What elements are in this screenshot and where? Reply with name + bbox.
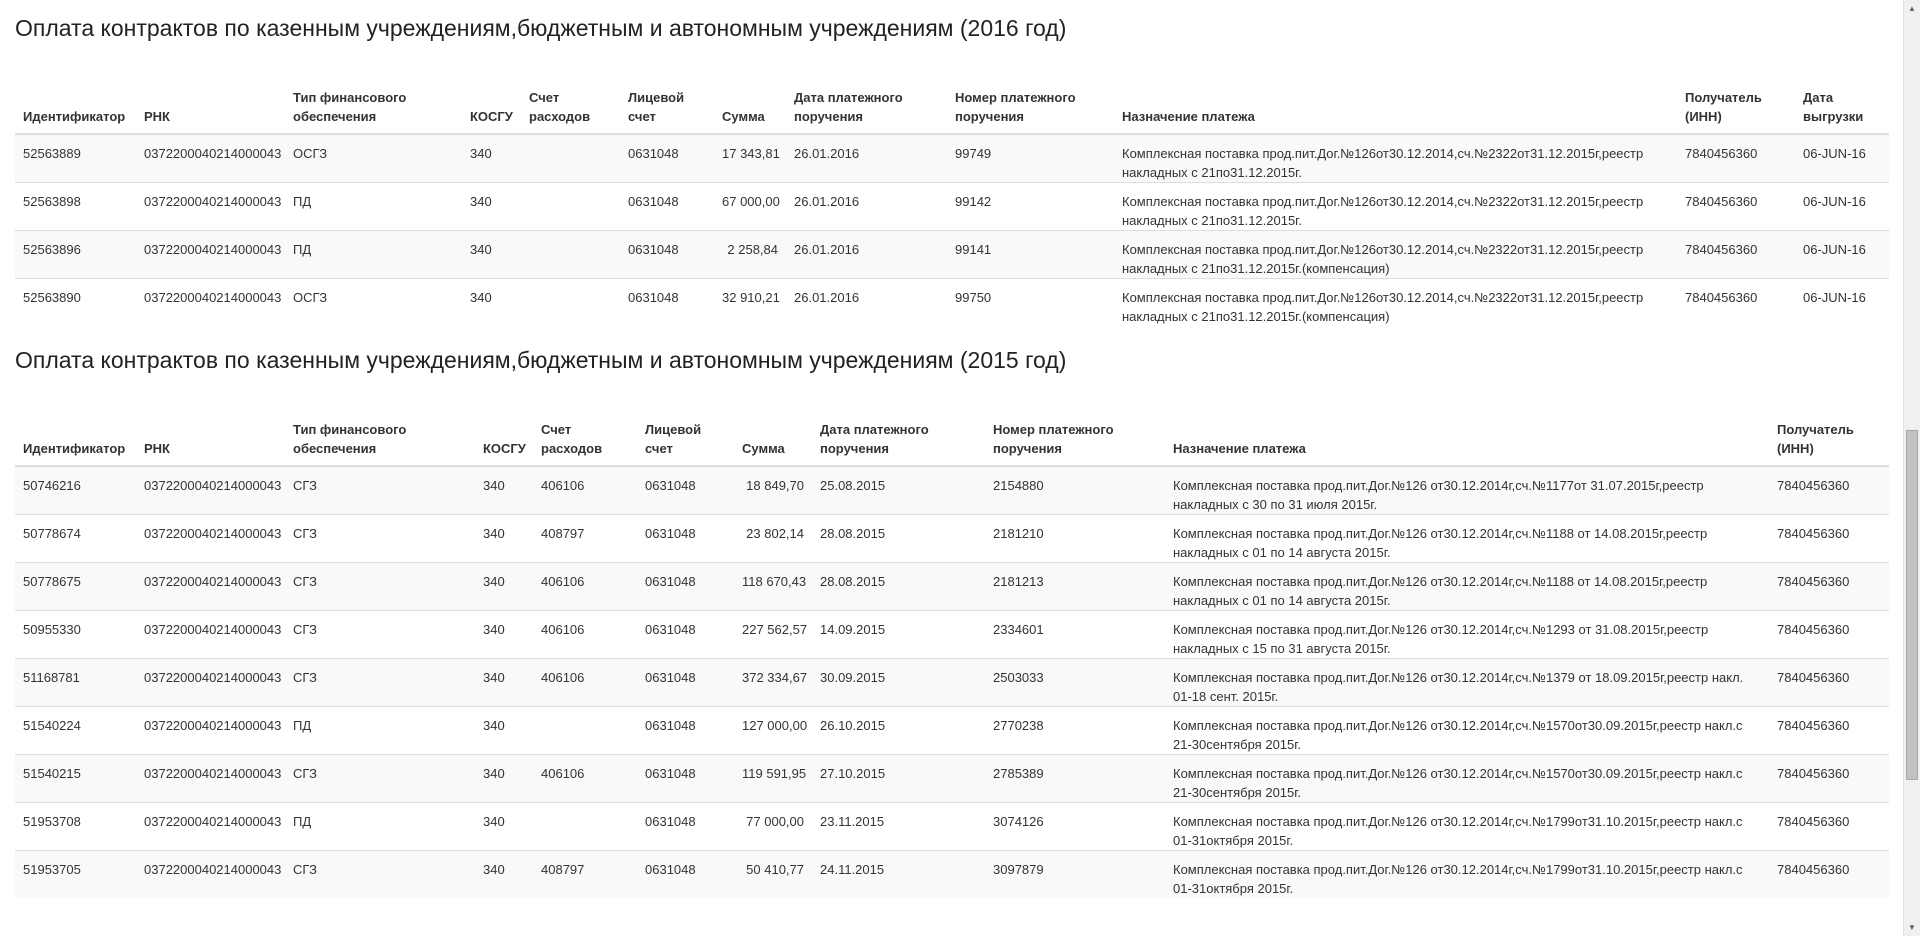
table-cell: 340 (475, 851, 533, 899)
table-cell: Комплексная поставка прод.пит.Дог.№126 от30.12.2014г,сч.№1293 от 31.08.2015г,реестр накладных с 15 по 31 августа 2015г. (1165, 611, 1769, 659)
table-cell: 2503033 (985, 659, 1165, 707)
table-cell: 340 (475, 755, 533, 803)
column-header: РНК (136, 58, 285, 134)
table-cell: Комплексная поставка прод.пит.Дог.№126 от30.12.2014г,сч.№1177от 31.07.2015г,реестр накладных с 30 по 31 июля 2015г. (1165, 466, 1769, 515)
column-header: Тип финансового обеспечения (285, 58, 462, 134)
table-cell: 0631048 (637, 755, 734, 803)
table-cell: 25.08.2015 (812, 466, 985, 515)
table-cell: 340 (475, 659, 533, 707)
column-header: Счет расходов (521, 58, 620, 134)
table-cell: 7840456360 (1769, 515, 1889, 563)
table-cell: СГЗ (285, 851, 475, 899)
table-cell: ПД (285, 707, 475, 755)
column-header: Номер платежного поручения (985, 390, 1165, 466)
table-cell: 0372200040214000043 (136, 279, 285, 327)
table-cell: 340 (475, 563, 533, 611)
column-header: Идентификатор (15, 390, 136, 466)
table-cell: 51953708 (15, 803, 136, 851)
column-header: Получатель (ИНН) (1677, 58, 1795, 134)
table-cell: ОСГЗ (285, 279, 462, 327)
table-cell: 28.08.2015 (812, 563, 985, 611)
table-row (15, 707, 1889, 755)
table-cell: 52563889 (15, 134, 136, 183)
table-cell: 99749 (947, 134, 1114, 183)
table-cell: 340 (475, 707, 533, 755)
table-cell: 26.01.2016 (786, 279, 947, 327)
table-cell: 0372200040214000043 (136, 563, 285, 611)
table-cell: СГЗ (285, 659, 475, 707)
table-cell: Комплексная поставка прод.пит.Дог.№126 от30.12.2014г,сч.№1799от31.10.2015г,реестр накл.с 01-31октября 2015г. (1165, 851, 1769, 899)
table-cell: 7840456360 (1769, 707, 1889, 755)
table-row (15, 231, 1889, 279)
table-cell: 2181210 (985, 515, 1165, 563)
table-row (15, 659, 1889, 707)
table-row (15, 183, 1889, 231)
column-header: Идентификатор (15, 58, 136, 134)
table-cell: ПД (285, 183, 462, 231)
table-cell: 67 000,00 (714, 183, 786, 231)
table-cell: 52563890 (15, 279, 136, 327)
column-header: КОСГУ (462, 58, 521, 134)
table-cell: 06-JUN-16 (1795, 231, 1889, 279)
table-cell: 0372200040214000043 (136, 803, 285, 851)
table-cell: 7840456360 (1769, 659, 1889, 707)
table-cell: 0372200040214000043 (136, 707, 285, 755)
table-cell: 2770238 (985, 707, 1165, 755)
table-row (15, 563, 1889, 611)
table-cell: 7840456360 (1677, 279, 1795, 327)
table-cell: 2181213 (985, 563, 1165, 611)
payments-table-2015 (15, 390, 1889, 898)
table-cell: 06-JUN-16 (1795, 134, 1889, 183)
table-cell: Комплексная поставка прод.пит.Дог.№126 от30.12.2014г,сч.№1188 от 14.08.2015г,реестр накладных с 01 по 14 августа 2015г. (1165, 563, 1769, 611)
table-cell: 50778674 (15, 515, 136, 563)
table-row (15, 755, 1889, 803)
column-header: Тип финансового обеспечения (285, 390, 475, 466)
table-cell: ПД (285, 803, 475, 851)
table-cell: 0372200040214000043 (136, 231, 285, 279)
section-title-2016: Оплата контрактов по казенным учреждениям,бюджетным и автономным учреждениям (2016 год) (15, 15, 1067, 41)
scroll-down-icon[interactable]: ▼ (1904, 919, 1920, 936)
table-cell: 99142 (947, 183, 1114, 231)
table-cell (533, 803, 637, 851)
table-cell: 52563898 (15, 183, 136, 231)
table-cell: 0631048 (637, 851, 734, 899)
table-row (15, 279, 1889, 327)
table-cell: 406106 (533, 611, 637, 659)
table-cell: 0372200040214000043 (136, 851, 285, 899)
table-cell: 340 (462, 183, 521, 231)
table-cell: 23 802,14 (734, 515, 812, 563)
table-cell: 2 258,84 (714, 231, 786, 279)
table-cell: 0631048 (620, 279, 714, 327)
table-cell: Комплексная поставка прод.пит.Дог.№126от30.12.2014,сч.№2322от31.12.2015г,реестр накладных с 21по31.12.2015г.(компенсация) (1114, 231, 1677, 279)
column-header: Назначение платежа (1165, 390, 1769, 466)
table-cell: 99141 (947, 231, 1114, 279)
table-cell: 406106 (533, 466, 637, 515)
table-cell: 24.11.2015 (812, 851, 985, 899)
table-cell: 0372200040214000043 (136, 659, 285, 707)
table-cell: 2154880 (985, 466, 1165, 515)
table-cell: 0372200040214000043 (136, 755, 285, 803)
table-cell: 0372200040214000043 (136, 134, 285, 183)
table-cell: 06-JUN-16 (1795, 279, 1889, 327)
table-cell: 7840456360 (1769, 851, 1889, 899)
table-cell: 27.10.2015 (812, 755, 985, 803)
table-cell: 26.10.2015 (812, 707, 985, 755)
table-cell: 3097879 (985, 851, 1165, 899)
table-cell: 23.11.2015 (812, 803, 985, 851)
table-cell: 7840456360 (1677, 183, 1795, 231)
table-cell: Комплексная поставка прод.пит.Дог.№126 от30.12.2014г,сч.№1188 от 14.08.2015г,реестр накладных с 01 по 14 августа 2015г. (1165, 515, 1769, 563)
table-cell: 28.08.2015 (812, 515, 985, 563)
table-cell: 51540224 (15, 707, 136, 755)
table-row (15, 515, 1889, 563)
table-cell: Комплексная поставка прод.пит.Дог.№126 от30.12.2014г,сч.№1799от31.10.2015г,реестр накл.с 01-31октября 2015г. (1165, 803, 1769, 851)
table-cell: 408797 (533, 515, 637, 563)
section-2016 (15, 0, 1889, 326)
table-cell: 0631048 (637, 563, 734, 611)
table-cell: 0631048 (620, 231, 714, 279)
table-cell: 406106 (533, 659, 637, 707)
table-cell (521, 183, 620, 231)
table-cell: 50 410,77 (734, 851, 812, 899)
table-cell: 51540215 (15, 755, 136, 803)
table-cell: 26.01.2016 (786, 134, 947, 183)
table-cell: СГЗ (285, 563, 475, 611)
table-cell: 0631048 (620, 134, 714, 183)
table-cell: СГЗ (285, 611, 475, 659)
table-cell: 340 (462, 279, 521, 327)
column-header: Сумма (714, 58, 786, 134)
table-cell: 7840456360 (1769, 563, 1889, 611)
table-cell: 50955330 (15, 611, 136, 659)
table-cell: Комплексная поставка прод.пит.Дог.№126от30.12.2014,сч.№2322от31.12.2015г,реестр накладных с 21по31.12.2015г.(компенсация) (1114, 279, 1677, 327)
table-cell: 0372200040214000043 (136, 611, 285, 659)
column-header: Лицевой счет (620, 58, 714, 134)
table-cell: 127 000,00 (734, 707, 812, 755)
table-cell: 14.09.2015 (812, 611, 985, 659)
table-row (15, 851, 1889, 899)
table-cell: 18 849,70 (734, 466, 812, 515)
table-cell: 7840456360 (1769, 611, 1889, 659)
column-header: РНК (136, 390, 285, 466)
table-cell: 0631048 (637, 803, 734, 851)
table-row (15, 611, 1889, 659)
table-row (15, 134, 1889, 183)
scrollbar-thumb[interactable] (1906, 430, 1918, 780)
table-cell: Комплексная поставка прод.пит.Дог.№126 от30.12.2014г,сч.№1570от30.09.2015г,реестр накл.с 21-30сентября 2015г. (1165, 755, 1769, 803)
table-cell: 340 (475, 611, 533, 659)
table-cell: 0631048 (637, 659, 734, 707)
payments-table-2016 (15, 58, 1889, 326)
table-cell: 406106 (533, 755, 637, 803)
table-cell: 7840456360 (1769, 803, 1889, 851)
table-cell: 340 (475, 466, 533, 515)
table-cell: СГЗ (285, 466, 475, 515)
column-header: Получатель (ИНН) (1769, 390, 1889, 466)
column-header: Дата платежного поручения (812, 390, 985, 466)
column-header: Лицевой счет (637, 390, 734, 466)
table-cell: 340 (475, 515, 533, 563)
table-cell: 3074126 (985, 803, 1165, 851)
table-cell: 0372200040214000043 (136, 515, 285, 563)
table-cell: ОСГЗ (285, 134, 462, 183)
table-cell: 118 670,43 (734, 563, 812, 611)
table-row (15, 803, 1889, 851)
scroll-up-icon[interactable]: ▲ (1904, 0, 1920, 17)
table-cell: 7840456360 (1769, 466, 1889, 515)
table-cell: 0631048 (637, 707, 734, 755)
table-cell: 340 (462, 231, 521, 279)
table-cell: 51953705 (15, 851, 136, 899)
table-cell (521, 134, 620, 183)
table-cell (521, 231, 620, 279)
table-cell: 50778675 (15, 563, 136, 611)
table-cell: 406106 (533, 563, 637, 611)
table-cell (521, 279, 620, 327)
table-row (15, 466, 1889, 515)
table-cell: 17 343,81 (714, 134, 786, 183)
table-cell: 06-JUN-16 (1795, 183, 1889, 231)
table-cell: 77 000,00 (734, 803, 812, 851)
table-cell: 50746216 (15, 466, 136, 515)
table-cell: 7840456360 (1769, 755, 1889, 803)
table-cell: 0631048 (637, 466, 734, 515)
vertical-scrollbar[interactable] (1903, 0, 1920, 936)
table-cell: СГЗ (285, 755, 475, 803)
table-cell: 7840456360 (1677, 134, 1795, 183)
table-cell: 119 591,95 (734, 755, 812, 803)
column-header: Назначение платежа (1114, 58, 1677, 134)
table-cell (533, 707, 637, 755)
table-cell: 340 (462, 134, 521, 183)
table-cell: 0372200040214000043 (136, 466, 285, 515)
table-header-row (15, 390, 1889, 466)
column-header: Дата выгрузки (1795, 58, 1889, 134)
table-cell: 2334601 (985, 611, 1165, 659)
table-cell: 340 (475, 803, 533, 851)
table-cell: 227 562,57 (734, 611, 812, 659)
table-cell: Комплексная поставка прод.пит.Дог.№126от30.12.2014,сч.№2322от31.12.2015г,реестр накладных с 21по31.12.2015г. (1114, 183, 1677, 231)
table-cell: Комплексная поставка прод.пит.Дог.№126 от30.12.2014г,сч.№1379 от 18.09.2015г,реестр накл. 01-18 сент. 2015г. (1165, 659, 1769, 707)
table-cell: СГЗ (285, 515, 475, 563)
table-cell: 52563896 (15, 231, 136, 279)
table-cell: 0631048 (637, 515, 734, 563)
column-header: Дата платежного поручения (786, 58, 947, 134)
table-cell: 0631048 (637, 611, 734, 659)
page-content (15, 0, 1889, 898)
table-cell: 51168781 (15, 659, 136, 707)
column-header: Сумма (734, 390, 812, 466)
column-header: Счет расходов (533, 390, 637, 466)
column-header: Номер платежного поручения (947, 58, 1114, 134)
table-cell: ПД (285, 231, 462, 279)
table-cell: 0631048 (620, 183, 714, 231)
table-cell: 408797 (533, 851, 637, 899)
table-cell: Комплексная поставка прод.пит.Дог.№126 от30.12.2014г,сч.№1570от30.09.2015г,реестр накл.с 21-30сентября 2015г. (1165, 707, 1769, 755)
table-cell: 7840456360 (1677, 231, 1795, 279)
table-cell: Комплексная поставка прод.пит.Дог.№126от30.12.2014,сч.№2322от31.12.2015г,реестр накладных с 21по31.12.2015г. (1114, 134, 1677, 183)
table-cell: 26.01.2016 (786, 183, 947, 231)
section-title-2015: Оплата контрактов по казенным учреждениям,бюджетным и автономным учреждениям (2015 год) (15, 347, 1067, 373)
table-cell: 372 334,67 (734, 659, 812, 707)
table-cell: 26.01.2016 (786, 231, 947, 279)
table-cell: 2785389 (985, 755, 1165, 803)
table-cell: 30.09.2015 (812, 659, 985, 707)
column-header: КОСГУ (475, 390, 533, 466)
section-2015 (15, 332, 1889, 898)
table-cell: 99750 (947, 279, 1114, 327)
table-cell: 0372200040214000043 (136, 183, 285, 231)
table-cell: 32 910,21 (714, 279, 786, 327)
table-header-row (15, 58, 1889, 134)
